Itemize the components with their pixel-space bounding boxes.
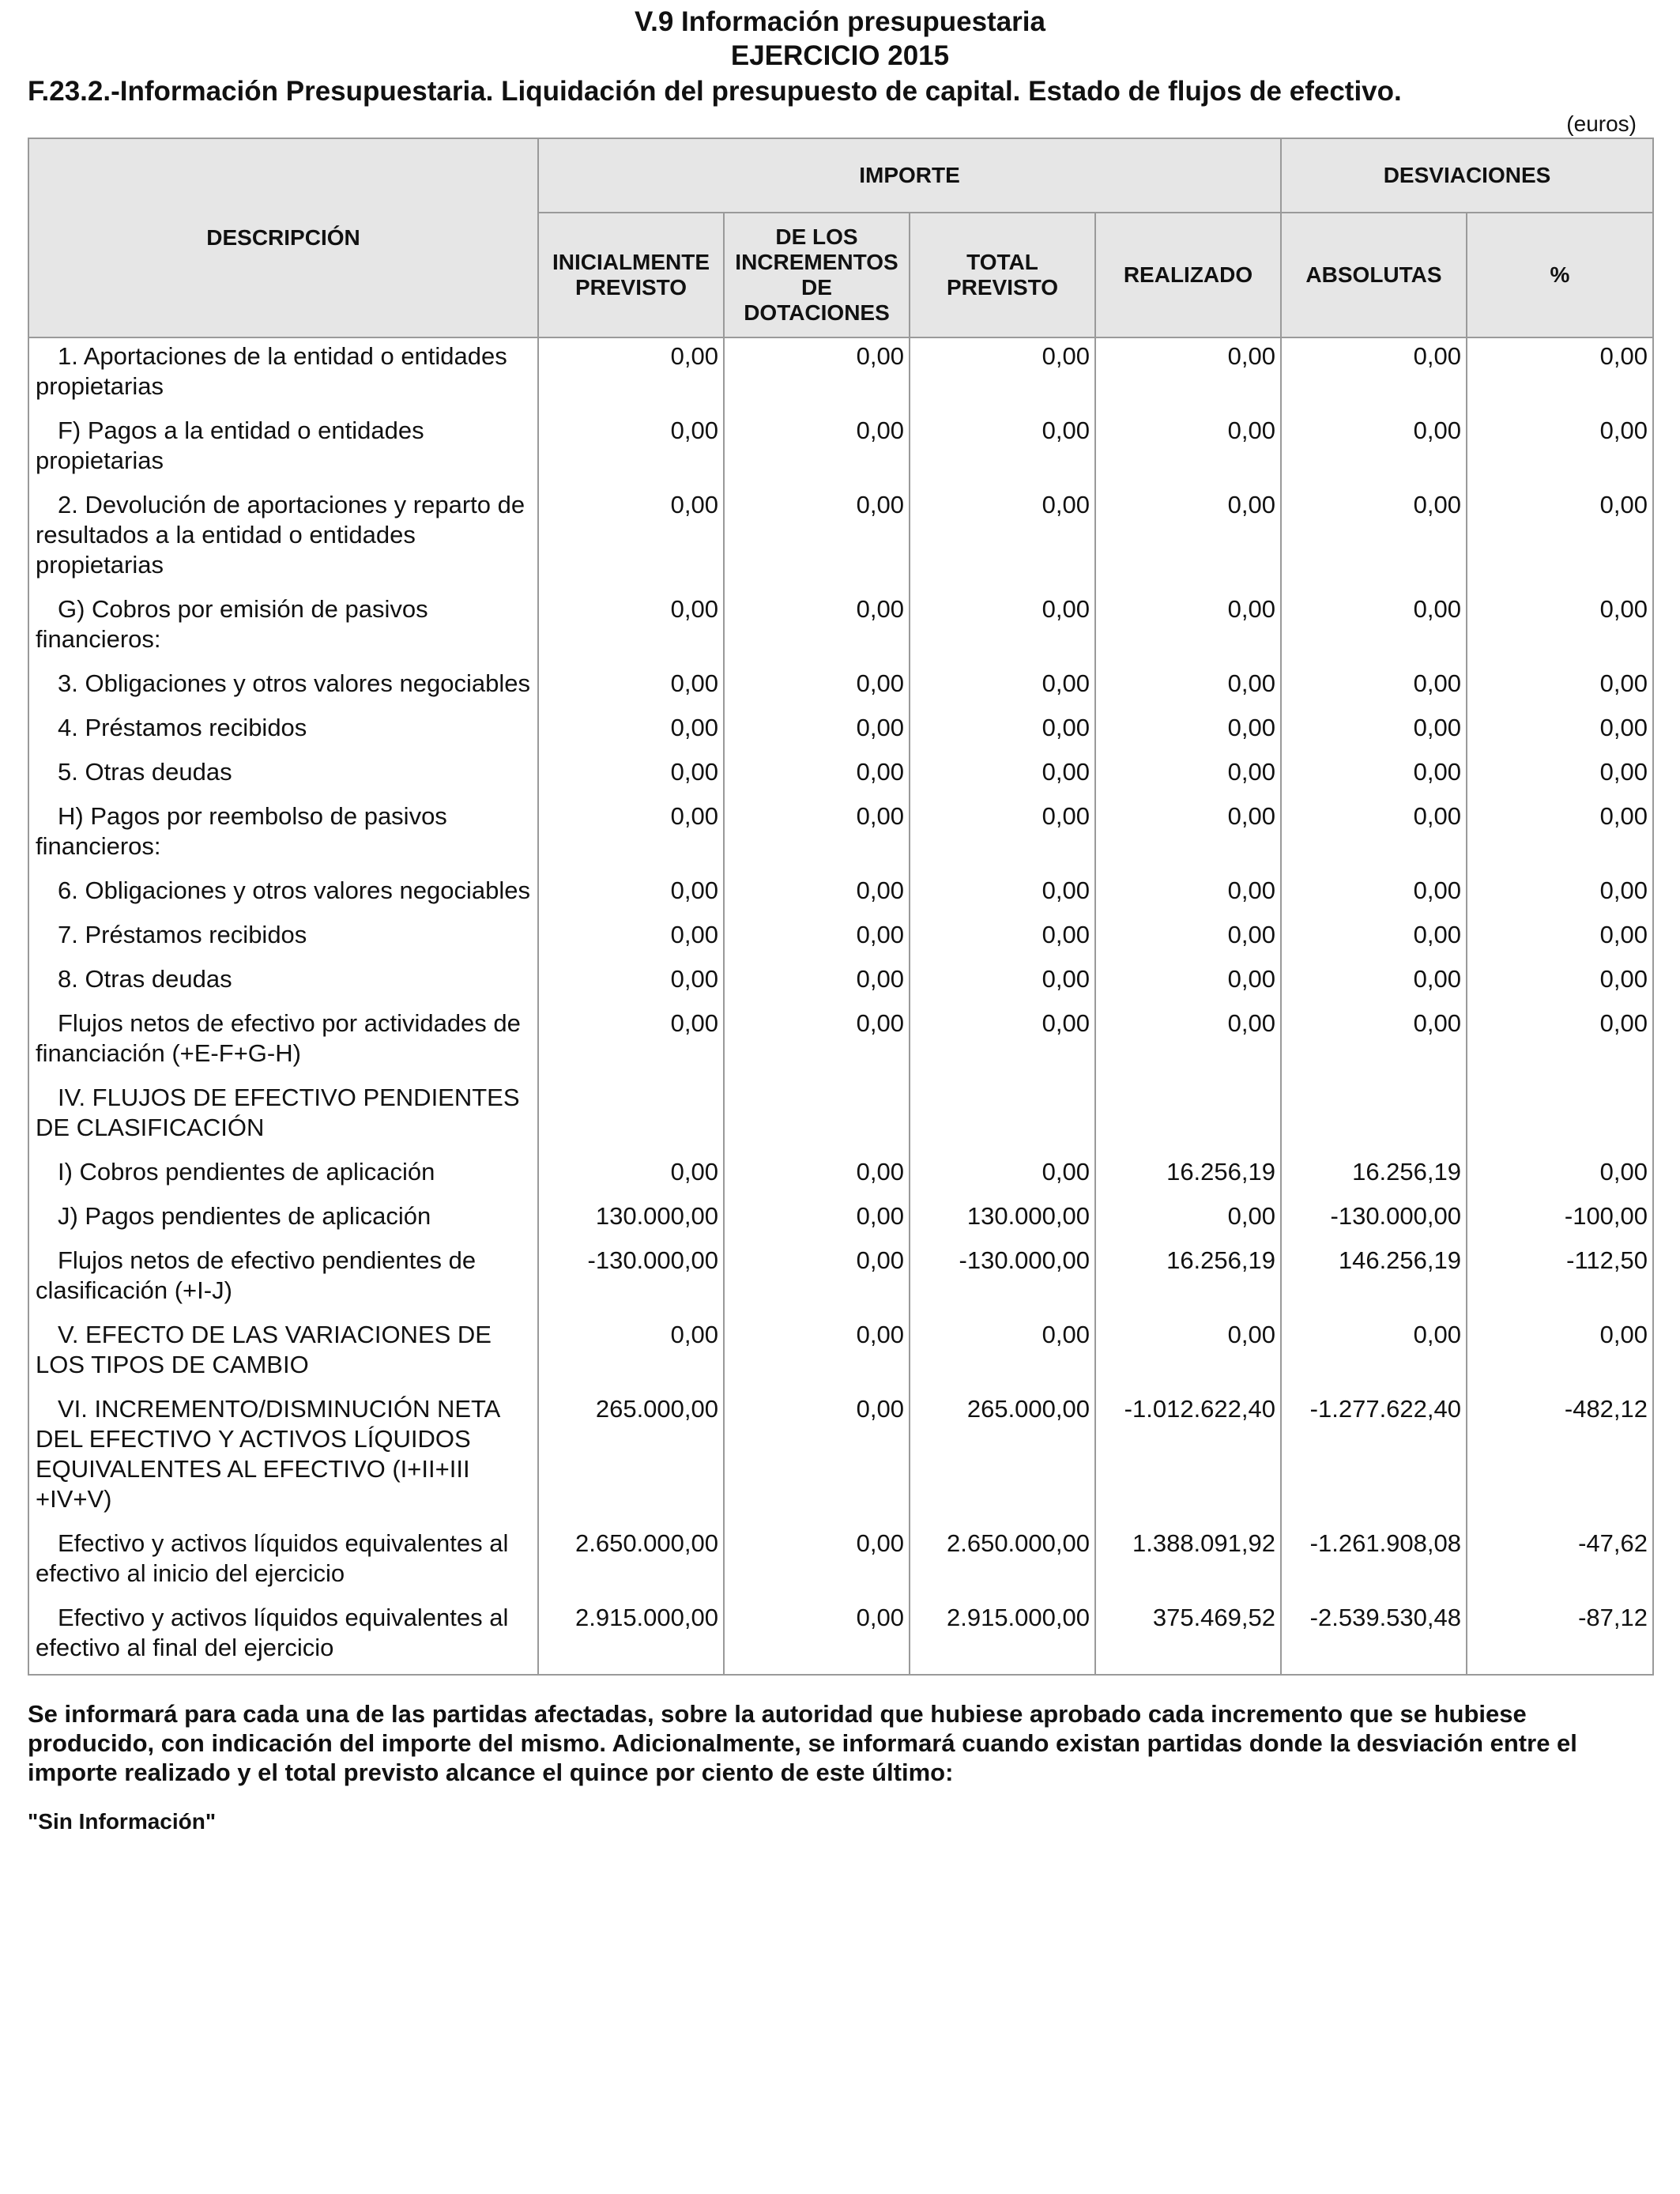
cell-incrementos: 0,00 bbox=[724, 873, 910, 917]
cell-porcentaje bbox=[1467, 1080, 1653, 1154]
table-row bbox=[28, 591, 1653, 665]
cell-incrementos: 0,00 bbox=[724, 754, 910, 798]
cell-porcentaje: 0,00 bbox=[1467, 487, 1653, 591]
table-row bbox=[28, 1391, 1653, 1525]
cell-incrementos: 0,00 bbox=[724, 710, 910, 754]
cell-realizado: 0,00 bbox=[1095, 754, 1281, 798]
cell-inicialmente-previsto: 2.915.000,00 bbox=[538, 1600, 724, 1675]
cell-absolutas: 16.256,19 bbox=[1281, 1154, 1467, 1198]
cell-absolutas: 0,00 bbox=[1281, 1317, 1467, 1391]
cell-absolutas: 0,00 bbox=[1281, 665, 1467, 710]
cell-total-previsto: 0,00 bbox=[910, 591, 1095, 665]
table-row bbox=[28, 1080, 1653, 1154]
header-descripcion: DESCRIPCIÓN bbox=[28, 138, 538, 337]
cell-inicialmente-previsto: 0,00 bbox=[538, 665, 724, 710]
row-description: Efectivo y activos líquidos equivalentes al efectivo al final del ejercicio bbox=[28, 1600, 538, 1675]
table-row bbox=[28, 1005, 1653, 1080]
cell-inicialmente-previsto: 0,00 bbox=[538, 1154, 724, 1198]
header-importe: IMPORTE bbox=[538, 138, 1281, 213]
cell-porcentaje: 0,00 bbox=[1467, 413, 1653, 487]
cell-absolutas: -1.277.622,40 bbox=[1281, 1391, 1467, 1525]
cell-porcentaje: 0,00 bbox=[1467, 665, 1653, 710]
cell-total-previsto: 0,00 bbox=[910, 1154, 1095, 1198]
cell-inicialmente-previsto: 0,00 bbox=[538, 754, 724, 798]
table-row bbox=[28, 1317, 1653, 1391]
row-description: I) Cobros pendientes de aplicación bbox=[28, 1154, 538, 1198]
cell-total-previsto: 0,00 bbox=[910, 413, 1095, 487]
cell-porcentaje: 0,00 bbox=[1467, 873, 1653, 917]
row-description: 4. Préstamos recibidos bbox=[28, 710, 538, 754]
table-row bbox=[28, 710, 1653, 754]
cell-realizado bbox=[1095, 1080, 1281, 1154]
cell-porcentaje: -87,12 bbox=[1467, 1600, 1653, 1675]
cell-total-previsto: 0,00 bbox=[910, 798, 1095, 873]
cell-total-previsto: 0,00 bbox=[910, 961, 1095, 1005]
cell-porcentaje: 0,00 bbox=[1467, 337, 1653, 413]
cell-incrementos: 0,00 bbox=[724, 665, 910, 710]
header-incrementos: DE LOS INCREMENTOS DE DOTACIONES bbox=[724, 213, 910, 337]
cell-realizado: 375.469,52 bbox=[1095, 1600, 1281, 1675]
cell-porcentaje: 0,00 bbox=[1467, 710, 1653, 754]
cell-realizado: 0,00 bbox=[1095, 337, 1281, 413]
row-description: 3. Obligaciones y otros valores negociables bbox=[28, 665, 538, 710]
row-description: J) Pagos pendientes de aplicación bbox=[28, 1198, 538, 1242]
row-description: VI. INCREMENTO/DISMINUCIÓN NETA DEL EFECTIVO Y ACTIVOS LÍQUIDOS EQUIVALENTES AL EFECTIVO (I+II+III +IV+V) bbox=[28, 1391, 538, 1525]
cell-absolutas: 0,00 bbox=[1281, 710, 1467, 754]
cell-incrementos: 0,00 bbox=[724, 1391, 910, 1525]
header-porcentaje: % bbox=[1467, 213, 1653, 337]
cell-incrementos: 0,00 bbox=[724, 961, 910, 1005]
cell-porcentaje: 0,00 bbox=[1467, 917, 1653, 961]
cell-incrementos: 0,00 bbox=[724, 1525, 910, 1600]
cell-inicialmente-previsto: 2.650.000,00 bbox=[538, 1525, 724, 1600]
cell-incrementos: 0,00 bbox=[724, 1005, 910, 1080]
cell-inicialmente-previsto: 130.000,00 bbox=[538, 1198, 724, 1242]
cell-realizado: 0,00 bbox=[1095, 917, 1281, 961]
row-description: Flujos netos de efectivo pendientes de clasificación (+I-J) bbox=[28, 1242, 538, 1317]
cell-total-previsto: 2.650.000,00 bbox=[910, 1525, 1095, 1600]
cell-porcentaje: 0,00 bbox=[1467, 1317, 1653, 1391]
cell-incrementos: 0,00 bbox=[724, 337, 910, 413]
cell-porcentaje: -112,50 bbox=[1467, 1242, 1653, 1317]
cell-porcentaje: -100,00 bbox=[1467, 1198, 1653, 1242]
cell-realizado: 16.256,19 bbox=[1095, 1154, 1281, 1198]
cell-porcentaje: 0,00 bbox=[1467, 1005, 1653, 1080]
cell-incrementos: 0,00 bbox=[724, 1154, 910, 1198]
document-page bbox=[28, 0, 1652, 1834]
cell-absolutas: -2.539.530,48 bbox=[1281, 1600, 1467, 1675]
cell-incrementos: 0,00 bbox=[724, 1600, 910, 1675]
table-body bbox=[28, 337, 1653, 1675]
cell-porcentaje: -482,12 bbox=[1467, 1391, 1653, 1525]
row-description: G) Cobros por emisión de pasivos financieros: bbox=[28, 591, 538, 665]
cell-realizado: -1.012.622,40 bbox=[1095, 1391, 1281, 1525]
table-row bbox=[28, 1525, 1653, 1600]
table-row bbox=[28, 413, 1653, 487]
header-realizado: REALIZADO bbox=[1095, 213, 1281, 337]
cell-realizado: 0,00 bbox=[1095, 710, 1281, 754]
cell-inicialmente-previsto: 0,00 bbox=[538, 873, 724, 917]
cell-inicialmente-previsto: 265.000,00 bbox=[538, 1391, 724, 1525]
footer-note: Se informará para cada una de las partidas afectadas, sobre la autoridad que hubiese aprobado cada incremento que se hubiese producido, con indicación del importe del mismo. Adicionalmente, se informará cuando existan partidas donde la desviación entre el importe realizado y el total previsto alcance el quince por ciento de este último: bbox=[28, 1700, 1577, 1786]
cell-realizado: 0,00 bbox=[1095, 591, 1281, 665]
row-description: 7. Préstamos recibidos bbox=[28, 917, 538, 961]
table-row bbox=[28, 1242, 1653, 1317]
cell-total-previsto: 265.000,00 bbox=[910, 1391, 1095, 1525]
cell-realizado: 0,00 bbox=[1095, 873, 1281, 917]
cell-absolutas: 146.256,19 bbox=[1281, 1242, 1467, 1317]
cell-absolutas: 0,00 bbox=[1281, 917, 1467, 961]
cell-porcentaje: 0,00 bbox=[1467, 754, 1653, 798]
row-description: V. EFECTO DE LAS VARIACIONES DE LOS TIPOS DE CAMBIO bbox=[28, 1317, 538, 1391]
table-row bbox=[28, 1600, 1653, 1675]
cell-realizado: 0,00 bbox=[1095, 1317, 1281, 1391]
cell-incrementos: 0,00 bbox=[724, 1317, 910, 1391]
header-absolutas: ABSOLUTAS bbox=[1281, 213, 1467, 337]
cell-inicialmente-previsto: 0,00 bbox=[538, 1317, 724, 1391]
cell-realizado: 0,00 bbox=[1095, 665, 1281, 710]
cell-total-previsto: -130.000,00 bbox=[910, 1242, 1095, 1317]
cell-realizado: 16.256,19 bbox=[1095, 1242, 1281, 1317]
cell-absolutas: 0,00 bbox=[1281, 1005, 1467, 1080]
cell-incrementos: 0,00 bbox=[724, 917, 910, 961]
cell-absolutas: 0,00 bbox=[1281, 413, 1467, 487]
row-description: Flujos netos de efectivo por actividades de financiación (+E-F+G-H) bbox=[28, 1005, 538, 1080]
cell-inicialmente-previsto: 0,00 bbox=[538, 710, 724, 754]
cell-absolutas: 0,00 bbox=[1281, 754, 1467, 798]
cell-inicialmente-previsto: 0,00 bbox=[538, 1005, 724, 1080]
table-row bbox=[28, 873, 1653, 917]
cell-absolutas: -130.000,00 bbox=[1281, 1198, 1467, 1242]
row-description: Efectivo y activos líquidos equivalentes al efectivo al inicio del ejercicio bbox=[28, 1525, 538, 1600]
cell-absolutas: 0,00 bbox=[1281, 591, 1467, 665]
row-description: IV. FLUJOS DE EFECTIVO PENDIENTES DE CLASIFICACIÓN bbox=[28, 1080, 538, 1154]
cell-incrementos bbox=[724, 1080, 910, 1154]
cell-absolutas bbox=[1281, 1080, 1467, 1154]
cell-absolutas: 0,00 bbox=[1281, 798, 1467, 873]
table-row bbox=[28, 665, 1653, 710]
cell-realizado: 0,00 bbox=[1095, 487, 1281, 591]
cell-inicialmente-previsto: -130.000,00 bbox=[538, 1242, 724, 1317]
cell-inicialmente-previsto: 0,00 bbox=[538, 591, 724, 665]
cash-flow-table bbox=[28, 138, 1654, 1676]
cell-realizado: 0,00 bbox=[1095, 961, 1281, 1005]
units-label: (euros) bbox=[1566, 111, 1637, 136]
cell-porcentaje: 0,00 bbox=[1467, 961, 1653, 1005]
cell-realizado: 0,00 bbox=[1095, 413, 1281, 487]
table-row bbox=[28, 1198, 1653, 1242]
cell-realizado: 0,00 bbox=[1095, 1198, 1281, 1242]
table-row bbox=[28, 337, 1653, 413]
report-subtitle: F.23.2.-Información Presupuestaria. Liquidación del presupuesto de capital. Estado de flujos de efectivo. bbox=[28, 76, 1402, 107]
table-row bbox=[28, 798, 1653, 873]
cell-total-previsto: 2.915.000,00 bbox=[910, 1600, 1095, 1675]
table-row bbox=[28, 754, 1653, 798]
cell-incrementos: 0,00 bbox=[724, 1198, 910, 1242]
row-description: 8. Otras deudas bbox=[28, 961, 538, 1005]
cell-incrementos: 0,00 bbox=[724, 487, 910, 591]
cell-realizado: 0,00 bbox=[1095, 798, 1281, 873]
cell-porcentaje: 0,00 bbox=[1467, 591, 1653, 665]
header-inicialmente-previsto: INICIALMENTE PREVISTO bbox=[538, 213, 724, 337]
cell-total-previsto bbox=[910, 1080, 1095, 1154]
cell-total-previsto: 0,00 bbox=[910, 873, 1095, 917]
cell-total-previsto: 0,00 bbox=[910, 487, 1095, 591]
cell-total-previsto: 0,00 bbox=[910, 665, 1095, 710]
table-row bbox=[28, 487, 1653, 591]
cell-absolutas: 0,00 bbox=[1281, 487, 1467, 591]
cell-incrementos: 0,00 bbox=[724, 1242, 910, 1317]
exercise-year: EJERCICIO 2015 bbox=[730, 40, 950, 71]
cell-inicialmente-previsto: 0,00 bbox=[538, 413, 724, 487]
cell-realizado: 0,00 bbox=[1095, 1005, 1281, 1080]
row-description: F) Pagos a la entidad o entidades propietarias bbox=[28, 413, 538, 487]
header-total-previsto: TOTAL PREVISTO bbox=[910, 213, 1095, 337]
table-row bbox=[28, 961, 1653, 1005]
cell-total-previsto: 0,00 bbox=[910, 710, 1095, 754]
cell-inicialmente-previsto: 0,00 bbox=[538, 487, 724, 591]
no-information-label: "Sin Información" bbox=[28, 1809, 217, 1834]
cell-total-previsto: 0,00 bbox=[910, 917, 1095, 961]
cell-porcentaje: 0,00 bbox=[1467, 1154, 1653, 1198]
cell-inicialmente-previsto: 0,00 bbox=[538, 917, 724, 961]
cell-incrementos: 0,00 bbox=[724, 413, 910, 487]
cell-total-previsto: 130.000,00 bbox=[910, 1198, 1095, 1242]
cell-total-previsto: 0,00 bbox=[910, 754, 1095, 798]
cell-inicialmente-previsto: 0,00 bbox=[538, 337, 724, 413]
cell-inicialmente-previsto bbox=[538, 1080, 724, 1154]
cell-inicialmente-previsto: 0,00 bbox=[538, 798, 724, 873]
cell-total-previsto: 0,00 bbox=[910, 337, 1095, 413]
row-description: H) Pagos por reembolso de pasivos financieros: bbox=[28, 798, 538, 873]
row-description: 5. Otras deudas bbox=[28, 754, 538, 798]
row-description: 2. Devolución de aportaciones y reparto de resultados a la entidad o entidades propietarias bbox=[28, 487, 538, 591]
table-row bbox=[28, 917, 1653, 961]
cell-porcentaje: 0,00 bbox=[1467, 798, 1653, 873]
cell-absolutas: -1.261.908,08 bbox=[1281, 1525, 1467, 1600]
cell-absolutas: 0,00 bbox=[1281, 873, 1467, 917]
cell-inicialmente-previsto: 0,00 bbox=[538, 961, 724, 1005]
cell-porcentaje: -47,62 bbox=[1467, 1525, 1653, 1600]
cell-absolutas: 0,00 bbox=[1281, 961, 1467, 1005]
cell-total-previsto: 0,00 bbox=[910, 1005, 1095, 1080]
table-row bbox=[28, 1154, 1653, 1198]
cell-absolutas: 0,00 bbox=[1281, 337, 1467, 413]
cell-total-previsto: 0,00 bbox=[910, 1317, 1095, 1391]
row-description: 1. Aportaciones de la entidad o entidades propietarias bbox=[28, 337, 538, 413]
cell-incrementos: 0,00 bbox=[724, 591, 910, 665]
page-title: V.9 Información presupuestaria bbox=[635, 6, 1045, 37]
cell-realizado: 1.388.091,92 bbox=[1095, 1525, 1281, 1600]
cell-incrementos: 0,00 bbox=[724, 798, 910, 873]
header-desviaciones: DESVIACIONES bbox=[1281, 138, 1653, 213]
row-description: 6. Obligaciones y otros valores negociables bbox=[28, 873, 538, 917]
